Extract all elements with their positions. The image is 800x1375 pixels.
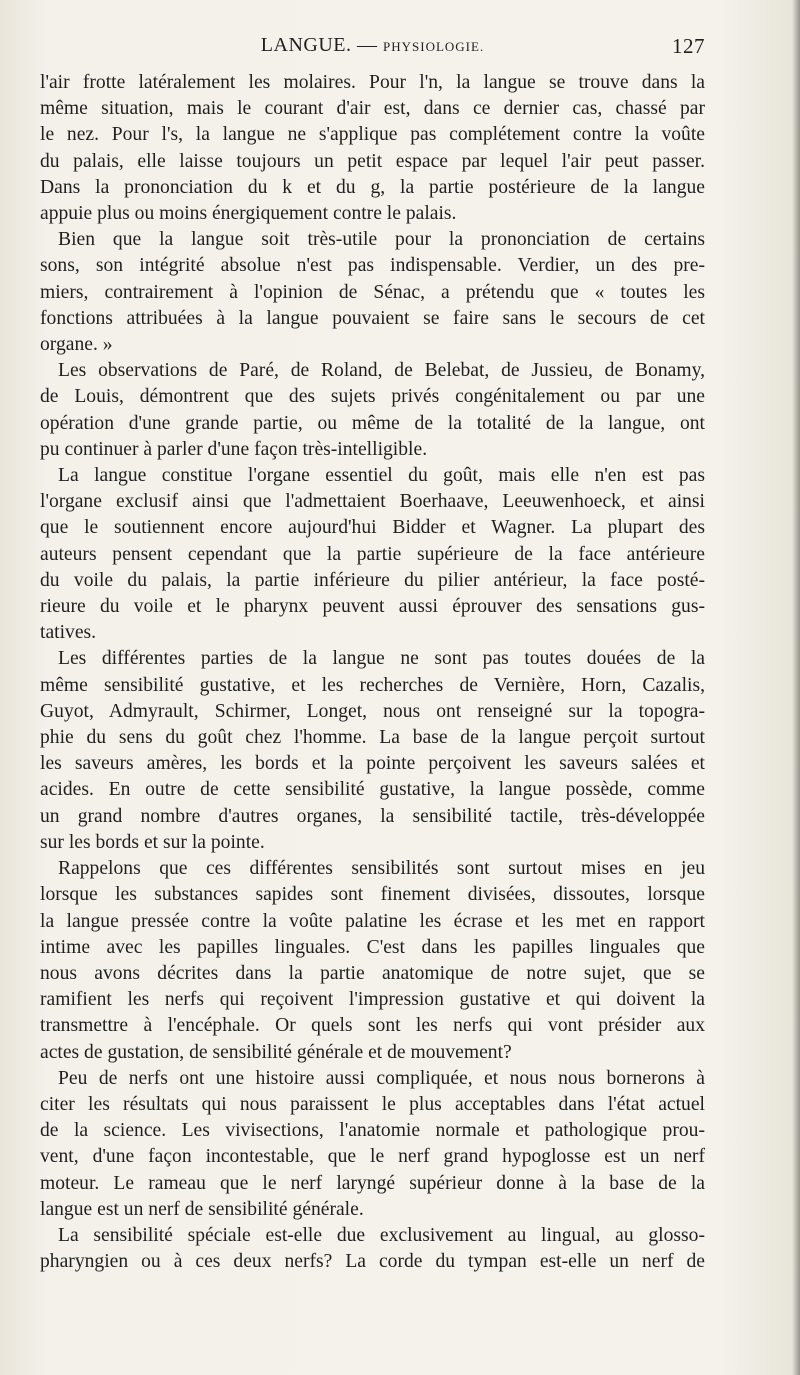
text-line: moteur. Le rameau que le nerf laryngé supérieur donne à la base de la [40, 1172, 705, 1194]
text-line: Peu de nerfs ont une histoire aussi compliquée, et nous nous bornerons à [58, 1067, 705, 1089]
text-line: opération d'une grande partie, ou même de la totalité de la langue, ont [40, 412, 705, 434]
text-line: du voile du palais, la partie inférieure du pilier antérieur, la face posté- [40, 569, 705, 591]
text-line: nous avons décrites dans la partie anatomique de notre sujet, que se [40, 962, 705, 984]
text-line: tatives. [40, 622, 97, 644]
header-title: LANGUE. [260, 34, 352, 56]
text-line: pharyngien ou à ces deux nerfs? La corde du tympan est-elle un nerf de [40, 1251, 705, 1273]
text-line: Bien que la langue soit très-utile pour la prononciation de certains [58, 229, 705, 251]
text-line: de Louis, démontrent que des sujets privés congénitalement ou par une [40, 386, 705, 408]
text-line: la langue pressée contre la voûte palatine les écrase et les met en rapport [40, 910, 705, 932]
text-line: Guyot, Admyrault, Schirmer, Longet, nous ont renseigné sur la topogra- [40, 700, 705, 722]
text-line: l'organe exclusif ainsi que l'admettaient Boerhaave, Leeuwenhoeck, et ainsi [40, 491, 705, 513]
page-number: 127 [672, 34, 705, 58]
text-line: miers, contrairement à l'opinion de Sénac, a prétendu que « toutes les [40, 281, 705, 303]
text-line: appuie plus ou moins énergiquement contre le palais. [40, 203, 457, 225]
text-line: Les différentes parties de la langue ne sont pas toutes douées de la [58, 648, 705, 670]
text-line: l'air frotte latéralement les molaires. Pour l'n, la langue se trouve dans la [40, 72, 705, 93]
page-edge-shadow [792, 0, 800, 1375]
text-line: Rappelons que ces différentes sensibilités sont surtout mises en jeu [58, 858, 705, 880]
text-line: sur les bords et sur la pointe. [40, 831, 265, 853]
text-line: lorsque les substances sapides sont finement divisées, dissoutes, lorsque [40, 884, 705, 906]
text-line: Dans la prononciation du k et du g, la partie postérieure de la langue [40, 176, 705, 198]
text-line: La langue constitue l'organe essentiel du goût, mais elle n'en est pas [58, 465, 705, 487]
text-line: rieure du voile et le pharynx peuvent aussi éprouver des sensations gus- [40, 596, 705, 618]
text-line: intime avec les papilles linguales. C'est dans les papilles linguales que [40, 936, 705, 958]
text-line: du palais, elle laisse toujours un petit espace par lequel l'air peut passer. [40, 150, 705, 172]
text-line: Les observations de Paré, de Roland, de Belebat, de Jussieu, de Bonamy, [58, 360, 705, 382]
text-line: phie du sens du goût chez l'homme. La base de la langue perçoit surtout [40, 727, 705, 749]
text-line: transmettre à l'encéphale. Or quels sont les nerfs qui vont présider aux [40, 1015, 705, 1037]
text-line: un grand nombre d'autres organes, la sensibilité tactile, très-développée [40, 805, 705, 827]
text-line: citer les résultats qui nous paraissent le plus acceptables dans l'état actuel [40, 1093, 705, 1115]
text-line: langue est un nerf de sensibilité générale. [40, 1198, 364, 1220]
running-title [40, 34, 705, 57]
text-line: sons, son intégrité absolue n'est pas indispensable. Verdier, un des pre- [40, 255, 705, 277]
text-line: acides. En outre de cette sensibilité gustative, la langue possède, comme [40, 779, 705, 801]
text-line: même sensibilité gustative, et les recherches de Vernière, Horn, Cazalis, [40, 674, 705, 696]
text-line: auteurs pensent cependant que la partie supérieure de la face antérieure [40, 543, 705, 565]
text-line: vent, d'une façon incontestable, que le nerf grand hypoglosse est un nerf [40, 1146, 705, 1168]
header-dash: — [357, 34, 378, 56]
text-line: même situation, mais le courant d'air est, dans ce dernier cas, chassé par [40, 98, 705, 120]
text-line: de la science. Les vivisections, l'anatomie normale et pathologique prou- [40, 1120, 705, 1142]
text-line: organe. » [40, 334, 113, 356]
running-header [40, 34, 705, 60]
text-line: pu continuer à parler d'une façon très-intelligible. [40, 438, 428, 460]
text-line: les saveurs amères, les bords et la pointe perçoivent les saveurs salées et [40, 753, 705, 775]
text-line: actes de gustation, de sensibilité générale et de mouvement? [40, 1041, 512, 1063]
text-line: fonctions attribuées à la langue pouvaient se faire sans le secours de cet [40, 307, 705, 329]
header-subtitle: PHYSIOLOGIE. [383, 39, 485, 54]
text-line: La sensibilité spéciale est-elle due exclusivement au lingual, au glosso- [58, 1224, 705, 1246]
text-line: le nez. Pour l's, la langue ne s'applique pas complétement contre la voûte [40, 124, 705, 146]
body-text [40, 70, 705, 1275]
text-line: que le soutiennent encore aujourd'hui Bidder et Wagner. La plupart des [40, 517, 705, 539]
text-line: ramifient les nerfs qui reçoivent l'impression gustative et qui doivent la [40, 989, 705, 1011]
